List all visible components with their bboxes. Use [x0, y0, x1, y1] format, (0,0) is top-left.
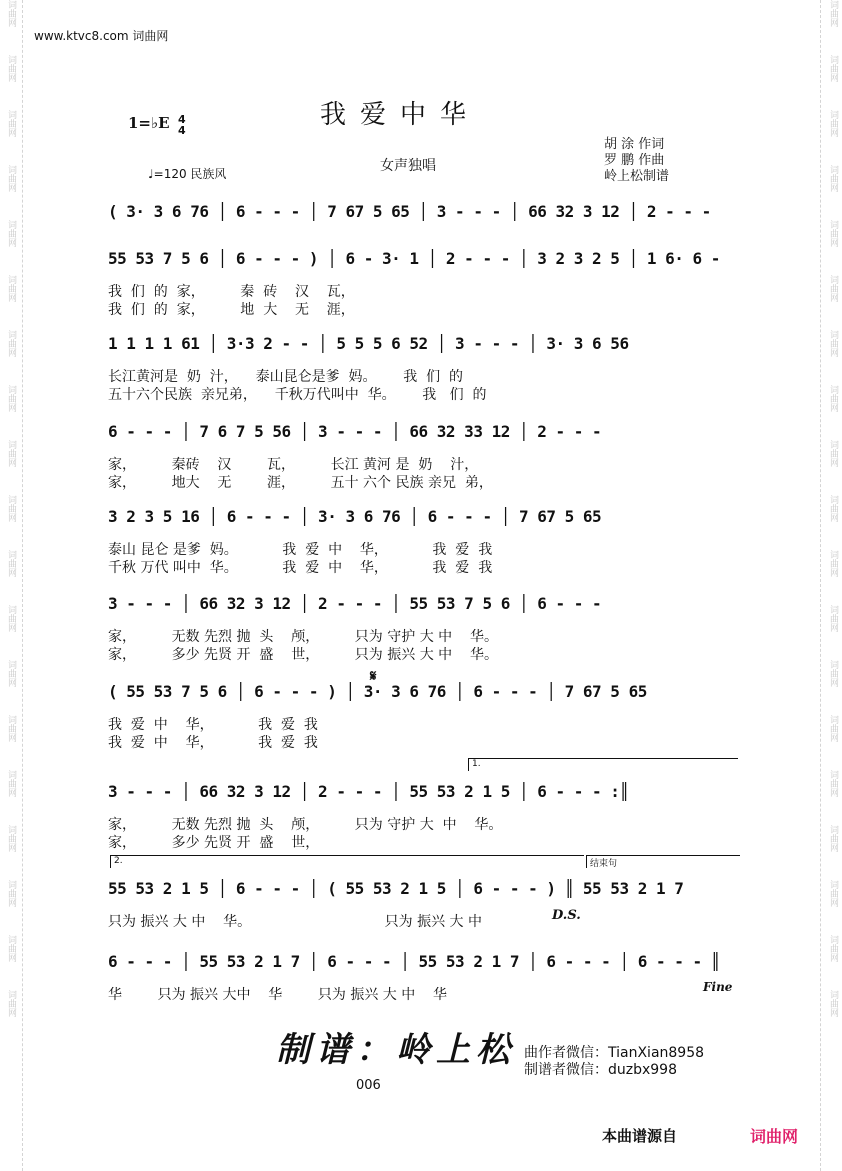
watermark-char: 曲: [6, 724, 16, 733]
watermark-char: 曲: [828, 944, 838, 953]
watermark-char: 词: [6, 990, 16, 999]
watermark-char: 曲: [6, 944, 16, 953]
watermark-char: 词: [6, 770, 16, 779]
watermark-char: 网: [828, 623, 838, 632]
watermark-char: 词: [828, 275, 838, 284]
watermark-char: 词: [6, 605, 16, 614]
watermark-char: 网: [828, 458, 838, 467]
time-signature: [178, 114, 186, 136]
key-signature: 1=♭E: [128, 114, 170, 132]
watermark-char: 曲: [6, 449, 16, 458]
watermark-char: 曲: [828, 889, 838, 898]
watermark-char: 词: [6, 440, 16, 449]
watermark-char: 曲: [828, 834, 838, 843]
arranger: 岭上松制谱: [604, 169, 670, 184]
watermark-char: 词: [6, 165, 16, 174]
lyric-line-1: 我 爱 中 华， 我 爱 我: [108, 717, 318, 733]
watermark-char: 词: [828, 110, 838, 119]
watermark-char: 网: [6, 1008, 16, 1017]
watermark-char: 曲: [828, 999, 838, 1008]
watermark-char: 曲: [828, 174, 838, 183]
watermark-char: 词: [828, 605, 838, 614]
watermark-char: 词: [828, 220, 838, 229]
watermark-char: 网: [828, 953, 838, 962]
watermark-char: 曲: [6, 174, 16, 183]
watermark-char: 网: [6, 183, 16, 192]
watermark-char: 曲: [828, 394, 838, 403]
watermark-char: 词: [828, 0, 838, 9]
right-watermark-column: [826, 0, 840, 1171]
time-top: 4: [178, 113, 186, 126]
watermark-char: 网: [828, 733, 838, 742]
left-border-line: [22, 0, 23, 1171]
segno-mark: 𝄋: [370, 667, 377, 685]
watermark-char: 词: [6, 825, 16, 834]
watermark-char: 曲: [828, 779, 838, 788]
watermark-char: 词: [6, 550, 16, 559]
watermark-char: 曲: [828, 504, 838, 513]
watermark-char: 曲: [6, 669, 16, 678]
watermark-char: 网: [6, 18, 16, 27]
brand-link[interactable]: 词曲网: [750, 1127, 799, 1146]
lyric-line-2: 家， 多少 先贤 开 盛 世， 只为 振兴 大 中 华。: [108, 647, 498, 663]
watermark-char: 网: [6, 458, 16, 467]
watermark-char: 网: [828, 18, 838, 27]
watermark-char: 词: [828, 990, 838, 999]
watermark-char: 网: [828, 403, 838, 412]
watermark-char: 网: [828, 843, 838, 852]
watermark-char: 曲: [6, 889, 16, 898]
watermark-char: 曲: [6, 394, 16, 403]
watermark-char: 网: [6, 238, 16, 247]
lyric-line-1: 泰山 昆仑 是爹 妈。 我 爱 中 华， 我 爱 我: [108, 542, 493, 558]
watermark-char: 网: [828, 568, 838, 577]
watermark-char: 词: [6, 110, 16, 119]
watermark-char: 词: [828, 55, 838, 64]
watermark-char: 曲: [6, 339, 16, 348]
watermark-char: 网: [6, 513, 16, 522]
fine-mark: Fine: [703, 980, 733, 994]
lyric-line-1: 家， 无数 先烈 抛 头 颅， 只为 守护 大 中 华。: [108, 629, 498, 645]
site-watermark[interactable]: www.ktvc8.com 词曲网: [34, 29, 169, 43]
watermark-char: 曲: [6, 834, 16, 843]
jianpu-notes: 3 2 3 5 16 │ 6 - - - │ 3· 3 6 76 │ 6 - - - │ 7 67 5 65: [108, 507, 602, 526]
watermark-char: 词: [828, 330, 838, 339]
watermark-char: 词: [828, 715, 838, 724]
watermark-char: 曲: [828, 229, 838, 238]
jianpu-notes: 1 1 1 1 61 │ 3·3 2 - - │ 5 5 5 6 52 │ 3 - - - │ 3· 3 6 56: [108, 334, 629, 353]
watermark-char: 词: [828, 660, 838, 669]
watermark-char: 网: [828, 513, 838, 522]
watermark-char: 网: [828, 1008, 838, 1017]
lyric-line-1: 只为 振兴 大 中 华。 只为 振兴 大 中: [108, 914, 483, 930]
jianpu-notes: 55 53 2 1 5 │ 6 - - - │ ( 55 53 2 1 5 │ 6 - - - ) ║ 55 53 2 1 7: [108, 879, 684, 898]
watermark-char: 网: [828, 788, 838, 797]
watermark-char: 词: [6, 55, 16, 64]
volta-bracket: 结束句: [586, 855, 740, 868]
credits: [604, 137, 669, 185]
watermark-char: 曲: [6, 779, 16, 788]
watermark-char: 曲: [828, 119, 838, 128]
watermark-char: 曲: [828, 559, 838, 568]
lyric-line-1: 家， 秦砖 汉 瓦， 长江 黄河 是 奶 汁，: [108, 457, 479, 473]
tempo-marking: ♩=120 民族风: [148, 167, 227, 181]
watermark-char: 词: [828, 770, 838, 779]
time-bottom: 4: [178, 124, 186, 137]
jianpu-notes: 6 - - - │ 55 53 2 1 7 │ 6 - - - │ 55 53 2 1 7 │ 6 - - - │ 6 - - - ║: [108, 952, 720, 971]
watermark-char: 网: [6, 733, 16, 742]
jianpu-notes: ( 55 53 7 5 6 │ 6 - - - ) │ 3· 3 6 76 │ 6 - - - │ 7 67 5 65: [108, 682, 647, 701]
source-label: 本曲谱源自: [602, 1127, 678, 1145]
watermark-char: 词: [828, 385, 838, 394]
watermark-char: 曲: [828, 449, 838, 458]
watermark-char: 曲: [6, 614, 16, 623]
watermark-char: 网: [6, 348, 16, 357]
song-title: 我爱中华: [320, 100, 481, 130]
watermark-char: 词: [6, 275, 16, 284]
watermark-char: 曲: [828, 724, 838, 733]
wechat-arranger: 制谱者微信：duzbx998: [524, 1062, 678, 1078]
watermark-char: 网: [828, 348, 838, 357]
watermark-char: 曲: [6, 999, 16, 1008]
watermark-char: 网: [6, 953, 16, 962]
lyric-line-2: 我 爱 中 华， 我 爱 我: [108, 735, 318, 751]
watermark-char: 曲: [6, 504, 16, 513]
watermark-char: 网: [828, 183, 838, 192]
watermark-char: 词: [6, 385, 16, 394]
watermark-char: 曲: [6, 64, 16, 73]
watermark-char: 词: [828, 935, 838, 944]
watermark-char: 词: [828, 825, 838, 834]
jianpu-notes: 3 - - - │ 66 32 3 12 │ 2 - - - │ 55 53 7 5 6 │ 6 - - -: [108, 594, 602, 613]
watermark-char: 网: [6, 678, 16, 687]
lyricist: 胡 涂 作词: [604, 137, 665, 152]
arranger-signature: 制谱：岭上松: [276, 1030, 516, 1070]
watermark-char: 曲: [6, 119, 16, 128]
volta-bracket: 1.: [468, 758, 738, 771]
watermark-char: 曲: [6, 9, 16, 18]
lyric-line-2: 家， 地大 无 涯， 五十 六个 民族 亲兄 弟，: [108, 475, 493, 491]
watermark-char: 曲: [828, 64, 838, 73]
volta-bracket: 2.: [110, 855, 584, 868]
watermark-char: 网: [6, 788, 16, 797]
watermark-char: 词: [6, 495, 16, 504]
lyric-line-1: 长江黄河是 奶 汁， 泰山昆仑是爹 妈。 我 们 的: [108, 369, 464, 385]
watermark-char: 网: [6, 403, 16, 412]
watermark-char: 曲: [828, 339, 838, 348]
watermark-char: 词: [828, 880, 838, 889]
subtitle: 女声独唱: [380, 158, 436, 174]
watermark-char: 曲: [828, 614, 838, 623]
page-number: 006: [356, 1078, 381, 1093]
watermark-char: 网: [6, 73, 16, 82]
watermark-char: 词: [6, 715, 16, 724]
watermark-char: 词: [6, 0, 16, 9]
watermark-char: 网: [6, 128, 16, 137]
jianpu-notes: ( 3· 3 6 76 │ 6 - - - │ 7 67 5 65 │ 3 - - - │ 66 32 3 12 │ 2 - - -: [108, 202, 711, 221]
jianpu-notes: 55 53 7 5 6 │ 6 - - - ) │ 6 - 3· 1 │ 2 - - - │ 3 2 3 2 5 │ 1 6· 6 -: [108, 249, 720, 268]
jianpu-notes: 6 - - - │ 7 6 7 5 56 │ 3 - - - │ 66 32 33 12 │ 2 - - -: [108, 422, 602, 441]
watermark-char: 词: [6, 220, 16, 229]
watermark-char: 网: [828, 238, 838, 247]
watermark-char: 网: [828, 128, 838, 137]
watermark-char: 词: [828, 495, 838, 504]
watermark-char: 词: [6, 880, 16, 889]
lyric-line-2: 家， 多少 先贤 开 盛 世，: [108, 835, 320, 851]
lyric-line-2: 千秋 万代 叫中 华。 我 爱 中 华， 我 爱 我: [108, 560, 493, 576]
watermark-char: 曲: [6, 284, 16, 293]
watermark-char: 词: [6, 660, 16, 669]
watermark-char: 词: [828, 165, 838, 174]
watermark-char: 网: [828, 898, 838, 907]
watermark-char: 曲: [828, 284, 838, 293]
watermark-char: 词: [6, 935, 16, 944]
watermark-char: 曲: [6, 229, 16, 238]
lyric-line-2: 五十六个民族 亲兄弟， 千秋万代叫中 华。 我 们 的: [108, 387, 487, 403]
composer: 罗 鹏 作曲: [604, 153, 665, 168]
ds-mark: D.S.: [552, 908, 581, 923]
watermark-char: 网: [6, 293, 16, 302]
watermark-char: 曲: [828, 9, 838, 18]
watermark-char: 网: [6, 898, 16, 907]
watermark-char: 网: [828, 678, 838, 687]
watermark-char: 词: [6, 330, 16, 339]
watermark-char: 网: [828, 73, 838, 82]
watermark-char: 词: [828, 550, 838, 559]
watermark-char: 网: [6, 843, 16, 852]
lyric-line-1: 我 们 的 家， 秦 砖 汉 瓦，: [108, 284, 355, 300]
watermark-char: 网: [6, 568, 16, 577]
lyric-line-1: 华 只为 振兴 大中 华 只为 振兴 大 中 华: [108, 987, 448, 1003]
wechat-info: [524, 1045, 704, 1079]
watermark-char: 网: [6, 623, 16, 632]
watermark-char: 词: [828, 440, 838, 449]
wechat-composer: 曲作者微信：TianXian8958: [524, 1045, 705, 1061]
lyric-line-1: 家， 无数 先烈 抛 头 颅， 只为 守护 大 中 华。: [108, 817, 503, 833]
left-watermark-column: [4, 0, 18, 1171]
watermark-char: 曲: [6, 559, 16, 568]
lyric-line-2: 我 们 的 家， 地 大 无 涯，: [108, 302, 355, 318]
watermark-char: 曲: [828, 669, 838, 678]
right-border-line: [820, 0, 821, 1171]
jianpu-notes: 3 - - - │ 66 32 3 12 │ 2 - - - │ 55 53 2 1 5 │ 6 - - - :║: [108, 782, 629, 801]
watermark-char: 网: [828, 293, 838, 302]
